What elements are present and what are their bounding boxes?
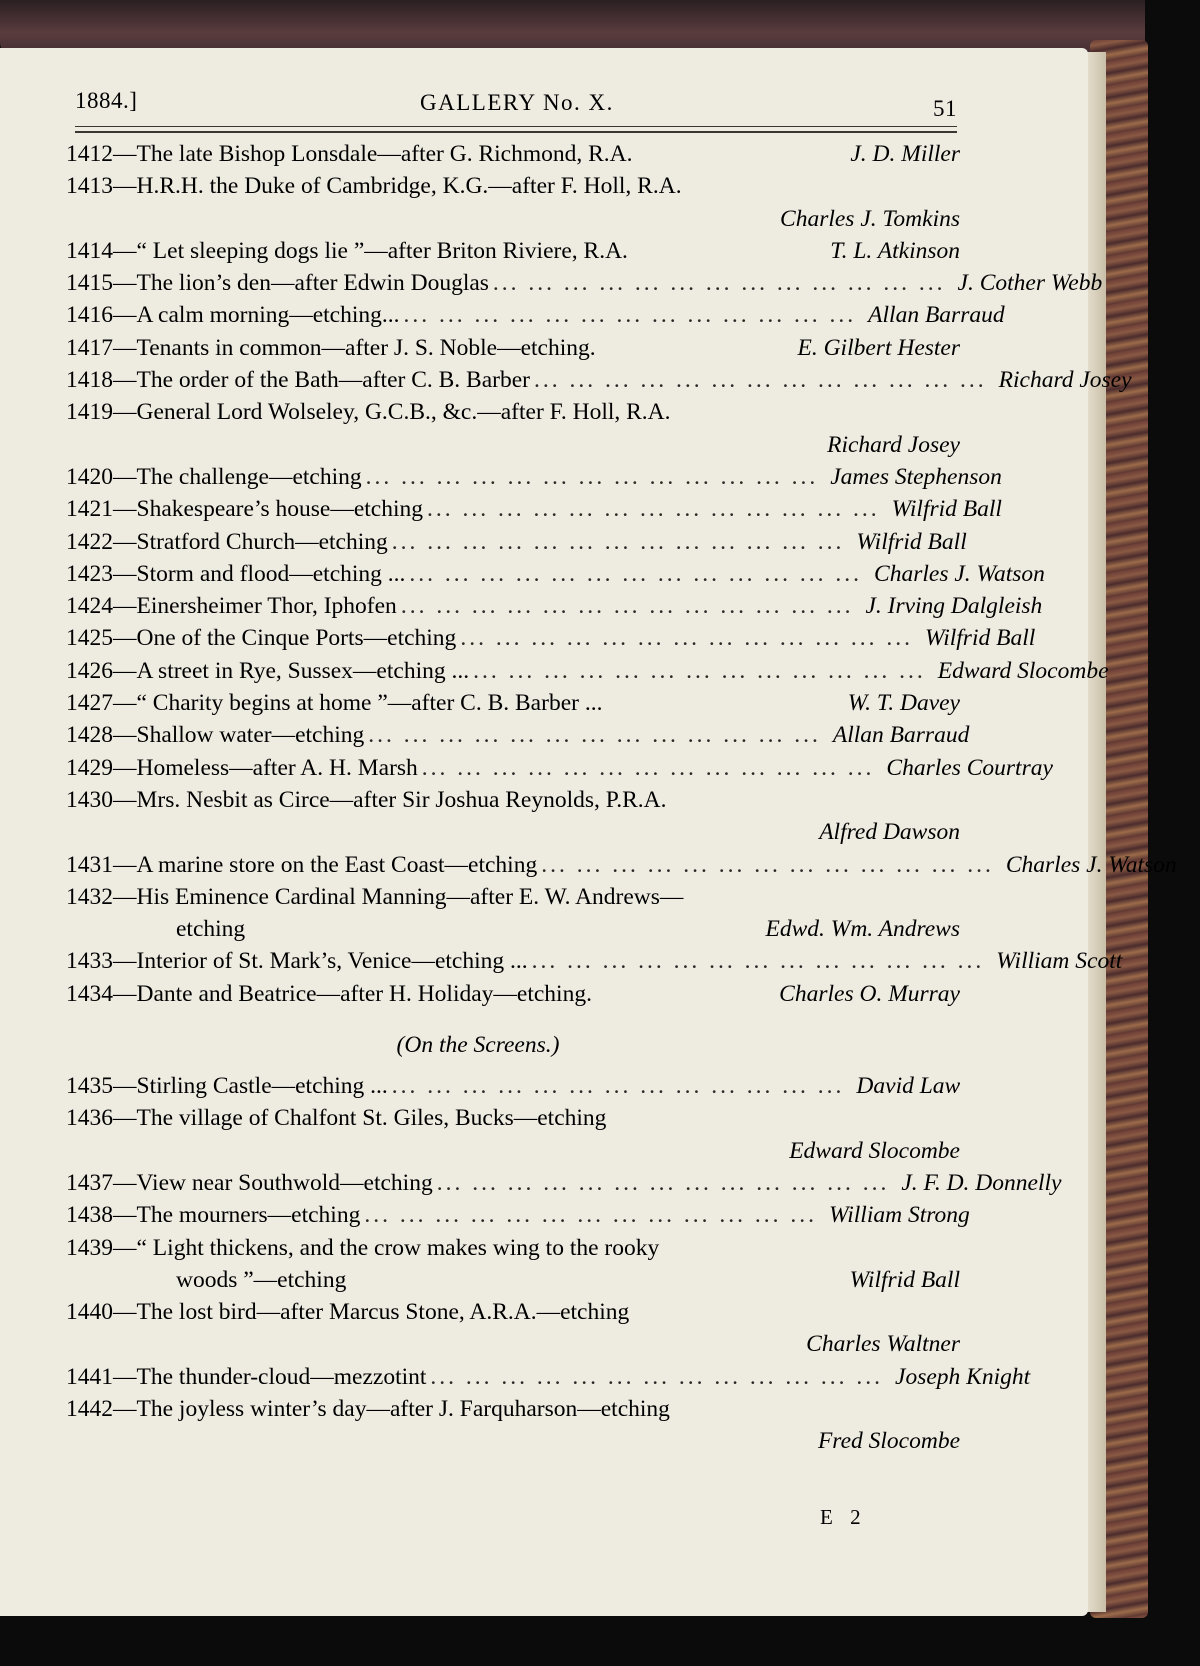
entry-title: A calm morning—etching... [136, 302, 400, 329]
entry-number: 1433 [66, 948, 113, 975]
entry-title: Mrs. Nesbit as Circe—after Sir Joshua Reynolds, P.R.A. [136, 786, 667, 813]
entry-number: 1430 [66, 786, 113, 813]
entry-number: 1427 [66, 690, 113, 717]
dot-leader [469, 655, 930, 687]
dot-leader [489, 267, 950, 299]
entry-number: 1418 [66, 367, 113, 394]
entry-number: 1422 [66, 528, 113, 555]
dot-leader [537, 849, 998, 881]
entry-number: 1429 [66, 754, 113, 781]
entry-number: 1442 [66, 1395, 113, 1422]
entry-title: Interior of St. Mark’s, Venice—etching ... [136, 948, 528, 975]
catalogue-entry: 1428 — Shallow water—etching ... . Allan Barraud [66, 719, 960, 751]
entry-title: “ Let sleeping dogs lie ”—after Briton Riviere, R.A. [136, 237, 628, 264]
entry-title: The mourners—etching [136, 1202, 361, 1229]
entry-gap [66, 1328, 806, 1360]
catalogue-entry: 1436 — The village of Chalfont St. Giles, Bucks—etching [66, 1102, 960, 1134]
catalogue-entry: 1423 — Storm and flood—etching ... ... . Charles J. Watson [66, 558, 960, 590]
entry-title: “ Light thickens, and the crow makes wing to the rooky [136, 1234, 660, 1261]
entry-continuation [66, 1264, 960, 1296]
dot-leader [364, 719, 825, 751]
entry-number: 1420 [66, 463, 113, 490]
entry-number: 1440 [66, 1299, 113, 1326]
entry-number: 1413 [66, 173, 113, 200]
entry-title: Einersheimer Thor, Iphofen [136, 593, 397, 620]
entry-title: The lion’s den—after Edwin Douglas [136, 270, 489, 297]
entry-number: 1412 [66, 141, 113, 167]
entry-title: Storm and flood—etching ... [136, 560, 406, 587]
dot-leader [362, 461, 823, 493]
entry-number: 1435 [66, 1073, 113, 1100]
entry-artist: Charles J. Tomkins [780, 205, 960, 232]
entry-artist: James Stephenson [830, 463, 1002, 490]
entry-title: Stirling Castle—etching ... [136, 1073, 388, 1100]
page-number: 51 [933, 96, 957, 121]
entry-number: 1424 [66, 593, 113, 620]
entry-number: 1417 [66, 334, 113, 361]
catalogue-entry: 1429 — Homeless—after A. H. Marsh ... . Charles Courtray [66, 752, 960, 784]
entry-number: 1432 [66, 883, 113, 910]
catalogue-entry: 1435 — Stirling Castle—etching ... ... . David Law [66, 1070, 960, 1102]
dot-leader [360, 1199, 821, 1231]
dot-leader [530, 364, 991, 396]
entry-artist: Wilfrid Ball [924, 625, 1036, 652]
catalogue-entry: 1440 — The lost bird—after Marcus Stone, A.R.A.—etching [66, 1296, 960, 1328]
entry-title: The challenge—etching [136, 463, 362, 490]
entry-title-continuation: woods ”—etching [176, 1266, 347, 1293]
entry-artist: Edward Slocombe [789, 1137, 960, 1164]
entry-title: Shallow water—etching [136, 722, 365, 749]
catalogue-entry: 1414 — “ Let sleeping dogs lie ”—after Briton Riviere, R.A. T. L. Atkinson [66, 235, 960, 267]
catalogue-main-entries [66, 138, 1177, 1010]
entry-artist: Wilfrid Ball [856, 528, 967, 555]
entry-number: 1438 [66, 1202, 113, 1229]
entry-number: 1436 [66, 1105, 113, 1132]
catalogue-entry: 1431 — A marine store on the East Coast—etching ... . Charles J. Watson [66, 849, 960, 881]
header-rule-thick [75, 131, 957, 133]
entry-number: 1415 [66, 270, 113, 297]
entry-artist-line [66, 1135, 960, 1167]
catalogue-entry: 1418 — The order of the Bath—after C. B. Barber ... . Richard Josey [66, 364, 960, 396]
entry-title: The village of Chalfont St. Giles, Bucks—etching [136, 1105, 607, 1132]
entry-artist: Allan Barraud [832, 722, 970, 749]
entry-number: 1426 [66, 657, 113, 684]
catalogue-entry: 1430 — Mrs. Nesbit as Circe—after Sir Joshua Reynolds, P.R.A. [66, 784, 960, 816]
entry-continuation [66, 913, 960, 945]
catalogue-entry: 1412 — The late Bishop Lonsdale—after G. Richmond, R.A. J. D. Miller [66, 138, 960, 170]
catalogue-entry: 1416 — A calm morning—etching... ... . Allan Barraud [66, 299, 960, 331]
catalogue-list [66, 138, 1177, 1458]
entry-artist: Joseph Knight [895, 1363, 1031, 1390]
catalogue-entry: 1437 — View near Southwold—etching ... . J. F. D. Donnelly [66, 1167, 960, 1199]
catalogue-entry: 1424 — Einersheimer Thor, Iphofen ... . J. Irving Dalgleish [66, 590, 960, 622]
running-header [75, 88, 957, 124]
entry-artist: Edward Slocombe [937, 657, 1109, 684]
section-heading: (On the Screens.) [396, 1032, 560, 1059]
catalogue-entry: 1442 — The joyless winter’s day—after J. Farquharson—etching [66, 1393, 960, 1425]
dot-leader [433, 1167, 894, 1199]
entry-title: Shakespeare’s house—etching [136, 496, 423, 523]
entry-artist: Fred Slocombe [817, 1428, 960, 1455]
dot-leader [405, 558, 866, 590]
catalogue-entry: 1417 — Tenants in common—after J. S. Noble—etching. E. Gilbert Hester [66, 332, 960, 364]
entry-artist-line [66, 1328, 960, 1360]
catalogue-entry: 1434 — Dante and Beatrice—after H. Holiday—etching. Charles O. Murray [66, 978, 960, 1010]
entry-artist-line [66, 429, 960, 461]
entry-artist: J. D. Miller [850, 141, 960, 167]
dot-leader [245, 913, 765, 945]
catalogue-entry: 1441 — The thunder-cloud—mezzotint ... . Joseph Knight [66, 1361, 960, 1393]
entry-number: 1425 [66, 625, 113, 652]
catalogue-entry: 1415 — The lion’s den—after Edwin Douglas ... . J. Cother Webb [66, 267, 960, 299]
entry-artist-line [66, 1425, 960, 1457]
entry-number: 1421 [66, 496, 113, 523]
entry-number: 1434 [66, 980, 113, 1007]
entry-gap [66, 1135, 789, 1167]
entry-artist-line [66, 203, 960, 235]
entry-number: 1416 [66, 302, 113, 329]
catalogue-entry: 1420 — The challenge—etching ... . James Stephenson [66, 461, 960, 493]
dot-leader [346, 1264, 849, 1296]
entry-number: 1414 [66, 237, 113, 264]
entry-title: His Eminence Cardinal Manning—after E. W. Andrews— [136, 883, 684, 910]
entry-title: View near Southwold—etching [136, 1169, 433, 1196]
entry-title: Stratford Church—etching [136, 528, 388, 555]
entry-artist: J. Cother Webb [957, 270, 1103, 297]
entry-artist: E. Gilbert Hester [797, 334, 960, 361]
entry-title: “ Charity begins at home ”—after C. B. Barber ... [136, 690, 603, 717]
entry-number: 1439 [66, 1234, 113, 1261]
entry-artist: J. F. D. Donnelly [901, 1169, 1062, 1196]
header-rule-thin [75, 126, 957, 127]
entry-number: 1419 [66, 399, 113, 426]
catalogue-entry: 1432 — His Eminence Cardinal Manning—after E. W. Andrews— [66, 881, 960, 913]
entry-number: 1423 [66, 560, 113, 587]
entry-title: The late Bishop Lonsdale—after G. Richmond, R.A. [136, 141, 633, 167]
entry-number: 1437 [66, 1169, 113, 1196]
entry-gap [66, 429, 827, 461]
catalogue-entry: 1425 — One of the Cinque Ports—etching ... . Wilfrid Ball [66, 622, 960, 654]
dot-leader [388, 526, 849, 558]
catalogue-entry: 1419 — General Lord Wolseley, G.C.B., &c.—after F. Holl, R.A. [66, 396, 960, 428]
entry-number: 1428 [66, 722, 113, 749]
entry-title: Tenants in common—after J. S. Noble—etching. [136, 334, 596, 361]
dot-leader [456, 622, 917, 654]
catalogue-entry: 1422 — Stratford Church—etching ... . Wilfrid Ball [66, 526, 960, 558]
entry-title: Homeless—after A. H. Marsh [136, 754, 418, 781]
catalogue-entry: 1438 — The mourners—etching ... . William Strong [66, 1199, 960, 1231]
entry-artist: Richard Josey [827, 431, 960, 458]
entry-number: 1431 [66, 851, 113, 878]
entry-gap [66, 1425, 818, 1457]
entry-artist: T. L. Atkinson [830, 237, 960, 264]
catalogue-entry: 1433 — Interior of St. Mark’s, Venice—etching ... ... . William Scott [66, 945, 960, 977]
entry-artist: J. Irving Dalgleish [865, 593, 1043, 620]
entry-artist: Wilfrid Ball [891, 496, 1002, 523]
catalogue-screen-entries [66, 1070, 1062, 1458]
entry-artist: Edwd. Wm. Andrews [765, 916, 960, 943]
header-title: GALLERY No. X. [420, 90, 614, 115]
entry-gap [66, 203, 780, 235]
entry-artist: Charles J. Watson [1005, 851, 1177, 878]
entry-title: The joyless winter’s day—after J. Farquharson—etching [136, 1395, 670, 1422]
dot-leader [423, 493, 884, 525]
entry-artist: William Scott [996, 948, 1123, 975]
entry-title: The order of the Bath—after C. B. Barber [136, 367, 530, 394]
entry-title: Dante and Beatrice—after H. Holiday—etching. [136, 980, 592, 1007]
entry-gap [66, 816, 819, 848]
dot-leader [400, 299, 861, 331]
entry-artist-line [66, 816, 960, 848]
catalogue-entry: 1439 — “ Light thickens, and the crow makes wing to the rooky [66, 1232, 960, 1264]
entry-title: The thunder-cloud—mezzotint [136, 1363, 427, 1390]
signature-mark: E 2 [820, 1505, 867, 1529]
entry-artist: Charles O. Murray [779, 980, 960, 1007]
dot-leader [397, 590, 858, 622]
catalogue-entry: 1421 — Shakespeare’s house—etching ... . Wilfrid Ball [66, 493, 960, 525]
entry-artist: William Strong [828, 1202, 970, 1229]
entry-artist: David Law [856, 1073, 961, 1100]
entry-title: General Lord Wolseley, G.C.B., &c.—after F. Holl, R.A. [136, 399, 671, 426]
entry-artist: Alfred Dawson [819, 819, 960, 846]
entry-title: The lost bird—after Marcus Stone, A.R.A.—etching [136, 1299, 630, 1326]
dot-leader [426, 1361, 887, 1393]
entry-title: H.R.H. the Duke of Cambridge, K.G.—after F. Holl, R.A. [136, 173, 682, 200]
header-year: 1884.] [75, 88, 138, 113]
dot-leader [528, 945, 989, 977]
entry-title: A street in Rye, Sussex—etching ... [136, 657, 470, 684]
entry-artist: Allan Barraud [868, 302, 1005, 329]
entry-artist: Charles Waltner [806, 1331, 960, 1358]
entry-title: A marine store on the East Coast—etching [136, 851, 538, 878]
entry-title-continuation: etching [176, 916, 246, 943]
dot-leader [388, 1070, 849, 1102]
catalogue-entry: 1413 — H.R.H. the Duke of Cambridge, K.G.—after F. Holl, R.A. [66, 170, 960, 202]
entry-artist: W. T. Davey [847, 690, 960, 717]
entry-title: One of the Cinque Ports—etching [136, 625, 457, 652]
entry-artist: Charles J. Watson [874, 560, 1045, 587]
entry-artist: Wilfrid Ball [849, 1266, 960, 1293]
dot-leader [418, 752, 879, 784]
catalogue-entry: 1426 — A street in Rye, Sussex—etching ... ... . Edward Slocombe [66, 655, 960, 687]
entry-artist: Richard Josey [998, 367, 1132, 394]
catalogue-entry: 1427 — “ Charity begins at home ”—after C. B. Barber ... W. T. Davey [66, 687, 960, 719]
entry-number: 1441 [66, 1363, 113, 1390]
entry-artist: Charles Courtray [886, 754, 1053, 781]
